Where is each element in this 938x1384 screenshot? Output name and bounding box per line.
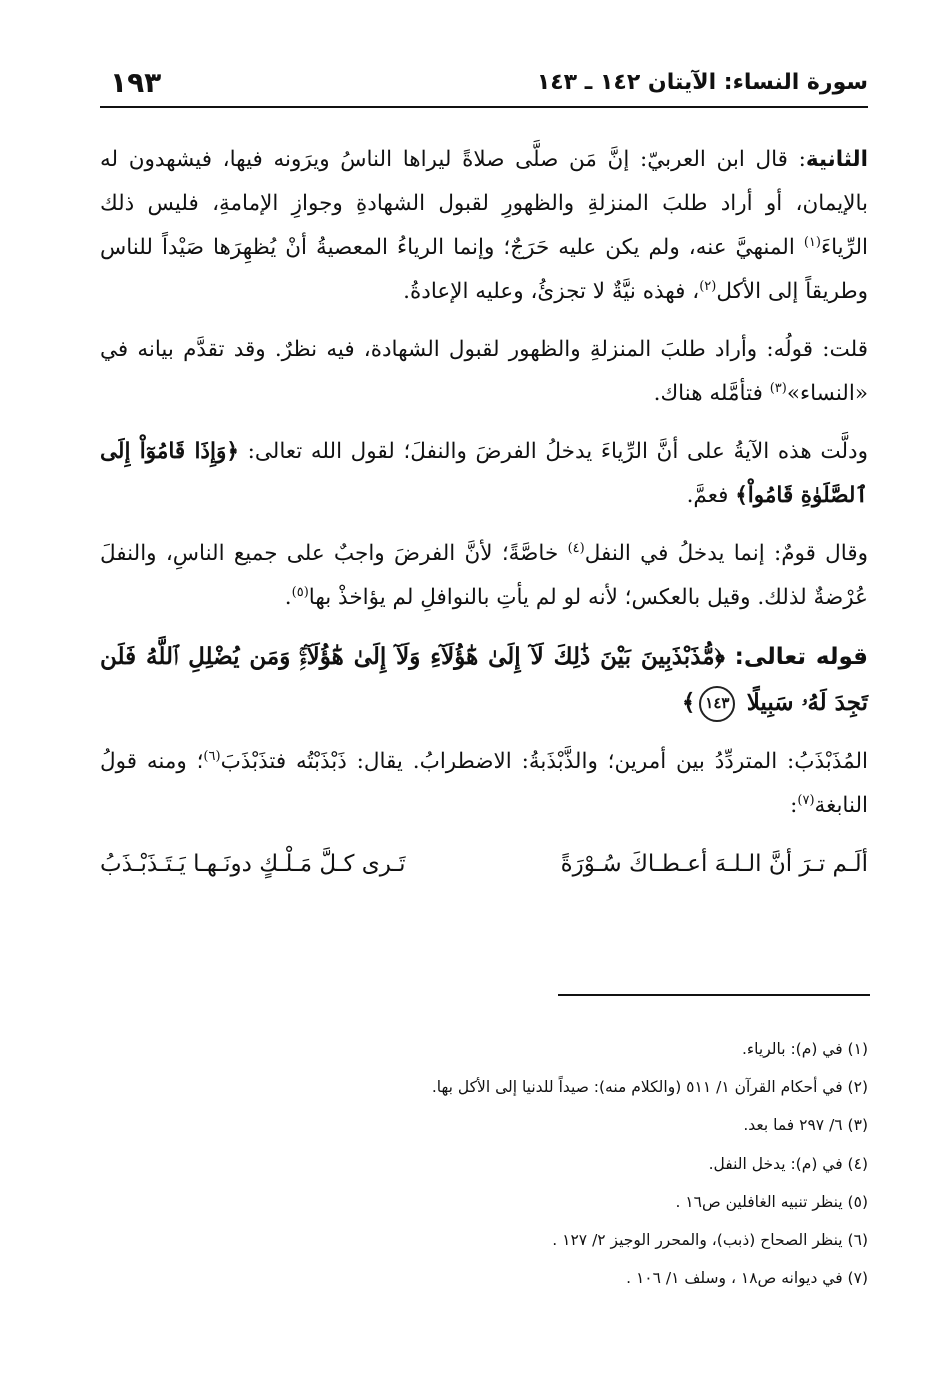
paragraph-lead: الثانية [805, 147, 868, 172]
page-header [100, 64, 868, 104]
paragraph-text: المنهيَّ عنه، ولم يكن عليه حَرَجٌ؛ وإنما الرياءُ المعصيةُ أنْ يُظهِرَها صَيْداً للناس وطريقاً إلى الأكل [100, 235, 868, 304]
poem-second-hemistich: تَـرى كـلَّ مَـلْـكٍ دونَـهـا يَـتَـذَبْـذَبُ [100, 851, 406, 877]
footnote-ref: (٥) [291, 584, 309, 600]
poem-verse [100, 842, 868, 886]
verse-heading [100, 634, 868, 726]
paragraph-comment [100, 328, 868, 416]
footnote-ref: (٤) [567, 540, 585, 556]
footnote-ref: (٦) [203, 748, 221, 764]
verse-text: ﴿مُّذَبْذَبِينَ بَيْنَ ذَٰلِكَ لَآ إِلَىٰ هَٰٓؤُلَآءِ وَلَآ إِلَىٰ هَٰٓؤُلَآءِۚ وَمَن يُضْلِلِ ٱللَّهُ فَلَن تَجِدَ لَهُۥ سَبِيلًا [100, 643, 868, 716]
paragraph-text: فتأمَّله هناك. [653, 381, 770, 406]
paragraph-text: : قال ابن العربيّ: إنَّ مَن صلَّى صلاةً ليراها الناسُ ويرَونه فيها، فيشهدون له بالإيمان، أو أراد طلبَ المنزلةِ والظهورِ لقبول الشهادةِ وجوازِ الإمامةِ، فليس ذلك الرِّياءَ [100, 147, 868, 260]
footnote: (١) في (م): بالرياء. [741, 1040, 868, 1058]
paragraph-text: المُذَبْذَبُ: المتردِّدُ بين أمرين؛ والذَّبْذَبةُ: الاضطرابُ. يقال: ذَبْذَبْتُه فتذَبْذَبَ [220, 749, 868, 774]
paragraph-text: قلت: قولُه: وأراد طلبَ المنزلةِ والظهور لقبول الشهادة، فيه نظرٌ. وقد تقدَّم بيانه في «النساء» [100, 337, 868, 406]
paragraph-riya [100, 430, 868, 518]
page-number: ١٩٣ [110, 66, 162, 99]
verse-lead: قوله تعالى: [724, 644, 868, 670]
paragraph-second-point [100, 138, 868, 314]
footnote: (٥) ينظر تنبيه الغافلين ص١٦ . [675, 1192, 868, 1211]
footnote-ref: (٢) [699, 278, 717, 294]
footnote: (٢) في أحكام القرآن ١/ ٥١١ (والكلام منه): صيداً للدنيا إلى الأكل بها. [431, 1078, 868, 1097]
paragraph-text: : [790, 793, 798, 818]
paragraph-text: ؛ ومنه قولُ النابغة [100, 749, 868, 818]
paragraph-text: وقال قومٌ: إنما يدخلُ في النفل [584, 541, 869, 566]
footnote: (٧) في ديوانه ص١٨ ، وسلف ١/ ١٠٦ . [626, 1269, 868, 1288]
footnotes [100, 1030, 868, 1297]
main-text [100, 138, 868, 886]
paragraph-opinions [100, 532, 868, 620]
footnote: (٤) في (م): يدخل النفل. [708, 1154, 868, 1173]
footnote: (٣) ٦/ ٢٩٧ فما بعد. [743, 1116, 868, 1135]
verse-close: ﴾ [681, 689, 696, 716]
footnote-ref: (٧) [797, 792, 815, 808]
paragraph-text: فعمَّ. [686, 483, 736, 508]
footnote-ref: (١) [803, 234, 821, 250]
paragraph-text: . [284, 585, 292, 610]
paragraph-definition [100, 740, 868, 828]
footnote: (٦) ينظر الصحاح (ذبب)، والمحرر الوجيز ٢/ ١٢٧ . [552, 1231, 868, 1250]
paragraph-text: خاصَّةً؛ لأنَّ الفرضَ واجبٌ على جميع الناسِ، والنفلَ عُرْضةٌ لذلك. وقيل بالعكس؛ لأنه لو لم يأتِ بالنوافلِ لم يؤاخذْ بها [100, 541, 868, 610]
quran-quote: ﴿وَإِذَا قَامُوٓاْ إِلَى ٱلصَّلَوٰةِ قَامُواْ﴾ [100, 439, 868, 508]
paragraph-text: ودلَّت هذه الآيةُ على أنَّ الرِّياءَ يدخلُ الفرضَ والنفلَ؛ لقول الله تعالى: [238, 439, 869, 464]
paragraph-text: ، فهذه نيَّةٌ لا تجزئُ، وعليه الإعادةُ. [403, 279, 700, 304]
poem-first-hemistich: ألَـم تـرَ أنَّ الـلـهَ أعـطـاكَ سُـوْرَةً [560, 851, 868, 877]
header-rule [100, 106, 868, 108]
verse-number-mark: ١٤٣ [699, 686, 735, 722]
footnote-rule [558, 994, 870, 996]
running-head: سورة النساء: الآيتان ١٤٢ ـ ١٤٣ [536, 70, 868, 95]
footnote-ref: (٣) [769, 380, 787, 396]
